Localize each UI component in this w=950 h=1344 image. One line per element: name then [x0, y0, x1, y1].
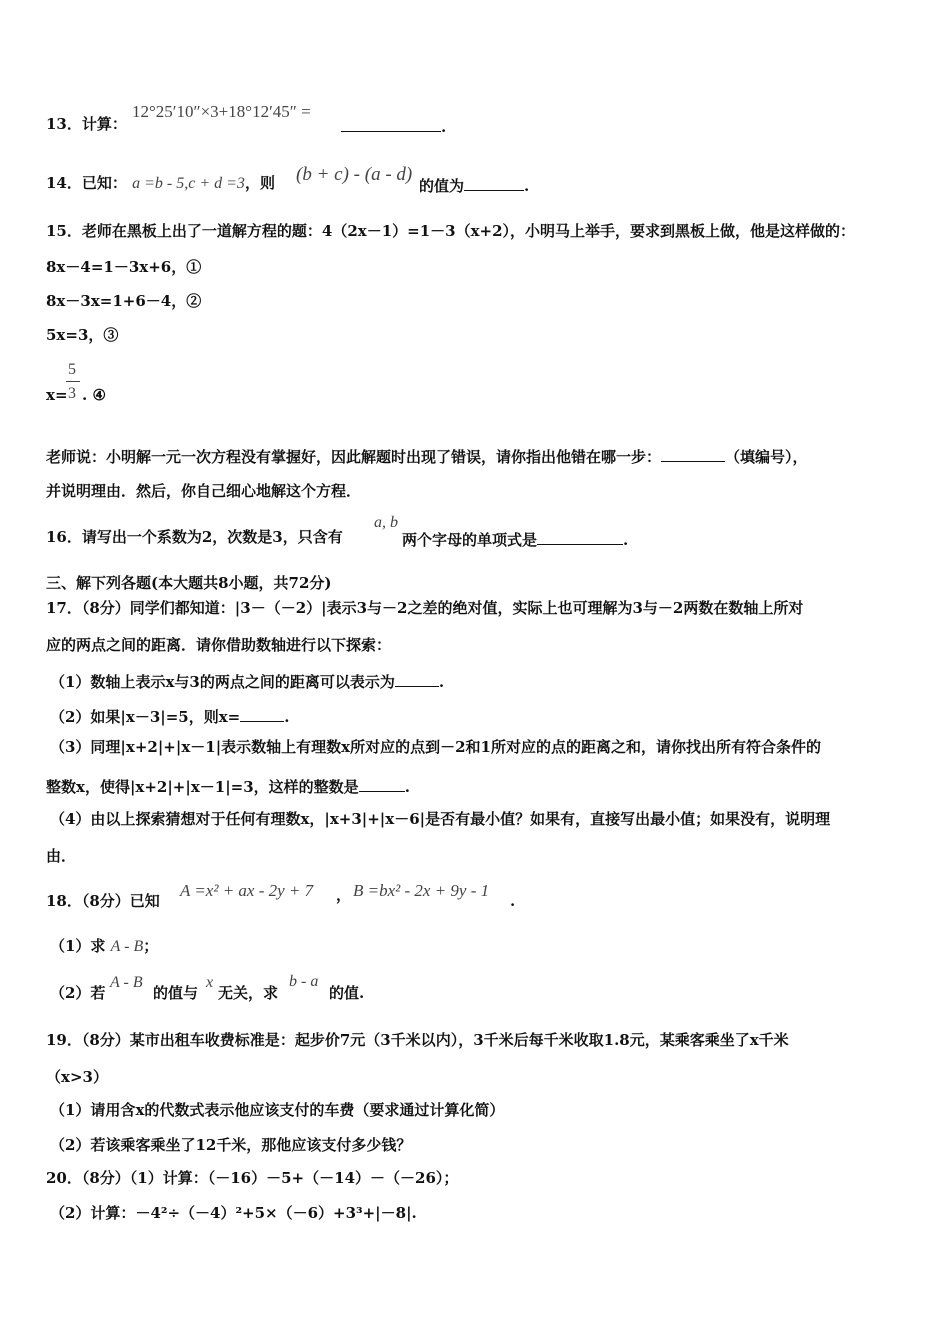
q15-step-2: 8x－3x=1+6－4，② — [46, 292, 202, 310]
q18-part-2-expr2: b - a — [289, 973, 319, 990]
q16-tail: 两个字母的单项式是 . — [402, 531, 629, 549]
q19-part-1: （1）请用含x的代数式表示他应该支付的车费（要求通过计算化简） — [50, 1101, 505, 1119]
q19-line-2: （x>3） — [46, 1068, 108, 1086]
q13-answer-blank[interactable]: . — [341, 117, 446, 135]
q15-step-1: 8x－4=1－3x+6，① — [46, 258, 202, 276]
q15-step-blank[interactable] — [661, 447, 725, 462]
q17-part-1: （1）数轴上表示x与3的两点之间的距离可以表示为 . — [50, 673, 445, 691]
q18-comma: ， — [336, 886, 352, 904]
q14-tail: 的值为 . — [419, 177, 530, 195]
q15-step-4-suffix: . ④ — [82, 386, 106, 404]
q15-intro: 15．老师在黑板上出了一道解方程的题：4（2x－1）=1－3（x+2），小明马上举手，要求到黑板上做，他是这样做的： — [46, 222, 856, 240]
q14-line — [46, 176, 275, 192]
q17-part-4a: （4）由以上探索猜想对于任何有理数x，|x+3|+|x－6|是否有最小值？如果有，直接写出最小值；如果没有，说明理 — [50, 810, 831, 828]
q18-part-1-expr: A - B — [110, 938, 144, 955]
q15-step-4-numerator: 5 — [68, 361, 76, 378]
q13-formula: 12°25′10″×3+18°12′45″ = — [132, 102, 311, 121]
q20-line-1: 20．（8分）（1）计算：（－16）－5+（－14）－（－26）； — [46, 1169, 459, 1187]
q18-part-2-mid: 的值与 — [153, 984, 199, 1002]
q19-part-2: （2）若该乘客乘坐了12千米，那他应该支付多少钱？ — [50, 1136, 412, 1154]
q16-answer-blank[interactable] — [537, 530, 623, 545]
q20-line-2: （2）计算：－4²÷（－4）²+5×（－6）+3³+|－8|. — [50, 1204, 417, 1222]
q16-label: 16．请写出一个系数为2，次数是3，只含有 — [46, 528, 343, 546]
q19-line-1: 19．（8分）某市出租车收费标准是：起步价7元（3千米以内），3千米后每千米收取1.8元，某乘客乘坐了x千米 — [46, 1031, 789, 1049]
q14-answer-blank[interactable] — [464, 176, 524, 191]
q17-part-3b: 整数x，使得|x+2|+|x－1|=3，这样的整数是 . — [46, 778, 410, 796]
q18-A-expr: A =x² + ax - 2y + 7 — [180, 881, 314, 900]
q18-part-2-expr: A - B — [110, 974, 143, 991]
q13-line — [46, 117, 127, 132]
q17-part-2: （2）如果|x－3|=5，则x= . — [50, 708, 290, 726]
q15-fraction-bar — [66, 381, 80, 382]
q15-step-3: 5x=3，③ — [46, 326, 119, 344]
q18-B-expr: B =bx² - 2x + 9y - 1 — [353, 881, 490, 900]
q17-part-4b: 由． — [46, 847, 77, 865]
q18-label: 18．（8分）已知 — [46, 892, 160, 910]
q17-part-2-blank[interactable] — [240, 707, 284, 722]
q17-part-3a: （3）同理|x+2|+|x－1|表示数轴上有理数x所对应的点到－2和1所对应的点的距离之和，请你找出所有符合条件的 — [50, 738, 821, 756]
q17-line-2: 应的两点之间的距离．请你借助数轴进行以下探索： — [46, 636, 392, 654]
q17-part-1-blank[interactable] — [395, 672, 439, 687]
q18-part-1: （1）求 A - B； — [50, 937, 159, 955]
q15-teacher-a: 老师说：小明解一元一次方程没有掌握好，因此解题时出现了错误，请你指出他错在哪一步： （填编号）， — [46, 448, 808, 466]
q17-part-3-blank[interactable] — [359, 777, 405, 792]
q14-label: 14．已知： — [46, 174, 127, 192]
q18-end: . — [510, 892, 516, 910]
q13-label: 13．计算： — [46, 115, 127, 133]
section-3-heading: 三、解下列各题(本大题共8小题，共72分) — [46, 574, 332, 592]
q15-step-4-prefix: x= — [46, 386, 68, 404]
q18-part-2-mid2: 无关，求 — [218, 984, 279, 1002]
q15-teacher-b: 并说明理由．然后，你自己细心地解这个方程． — [46, 482, 362, 500]
q16-vars: a, b — [374, 514, 398, 531]
q18-part-2-label: （2）若 — [50, 984, 106, 1002]
q14-expr: (b + c) - (a - d) — [296, 164, 413, 185]
q17-line-1: 17．（8分）同学们都知道：|3－（－2）|表示3与－2之差的绝对值，实际上也可理解为3与－2两数在数轴上所对 — [46, 599, 804, 617]
q18-part-2-end: 的值. — [329, 984, 365, 1002]
q14-given: a =b - 5,c + d =3 — [132, 175, 245, 192]
q15-step-4-denominator: 3 — [68, 385, 76, 402]
q18-part-2-x: x — [206, 974, 214, 991]
q14-then: ，则 — [244, 174, 275, 192]
